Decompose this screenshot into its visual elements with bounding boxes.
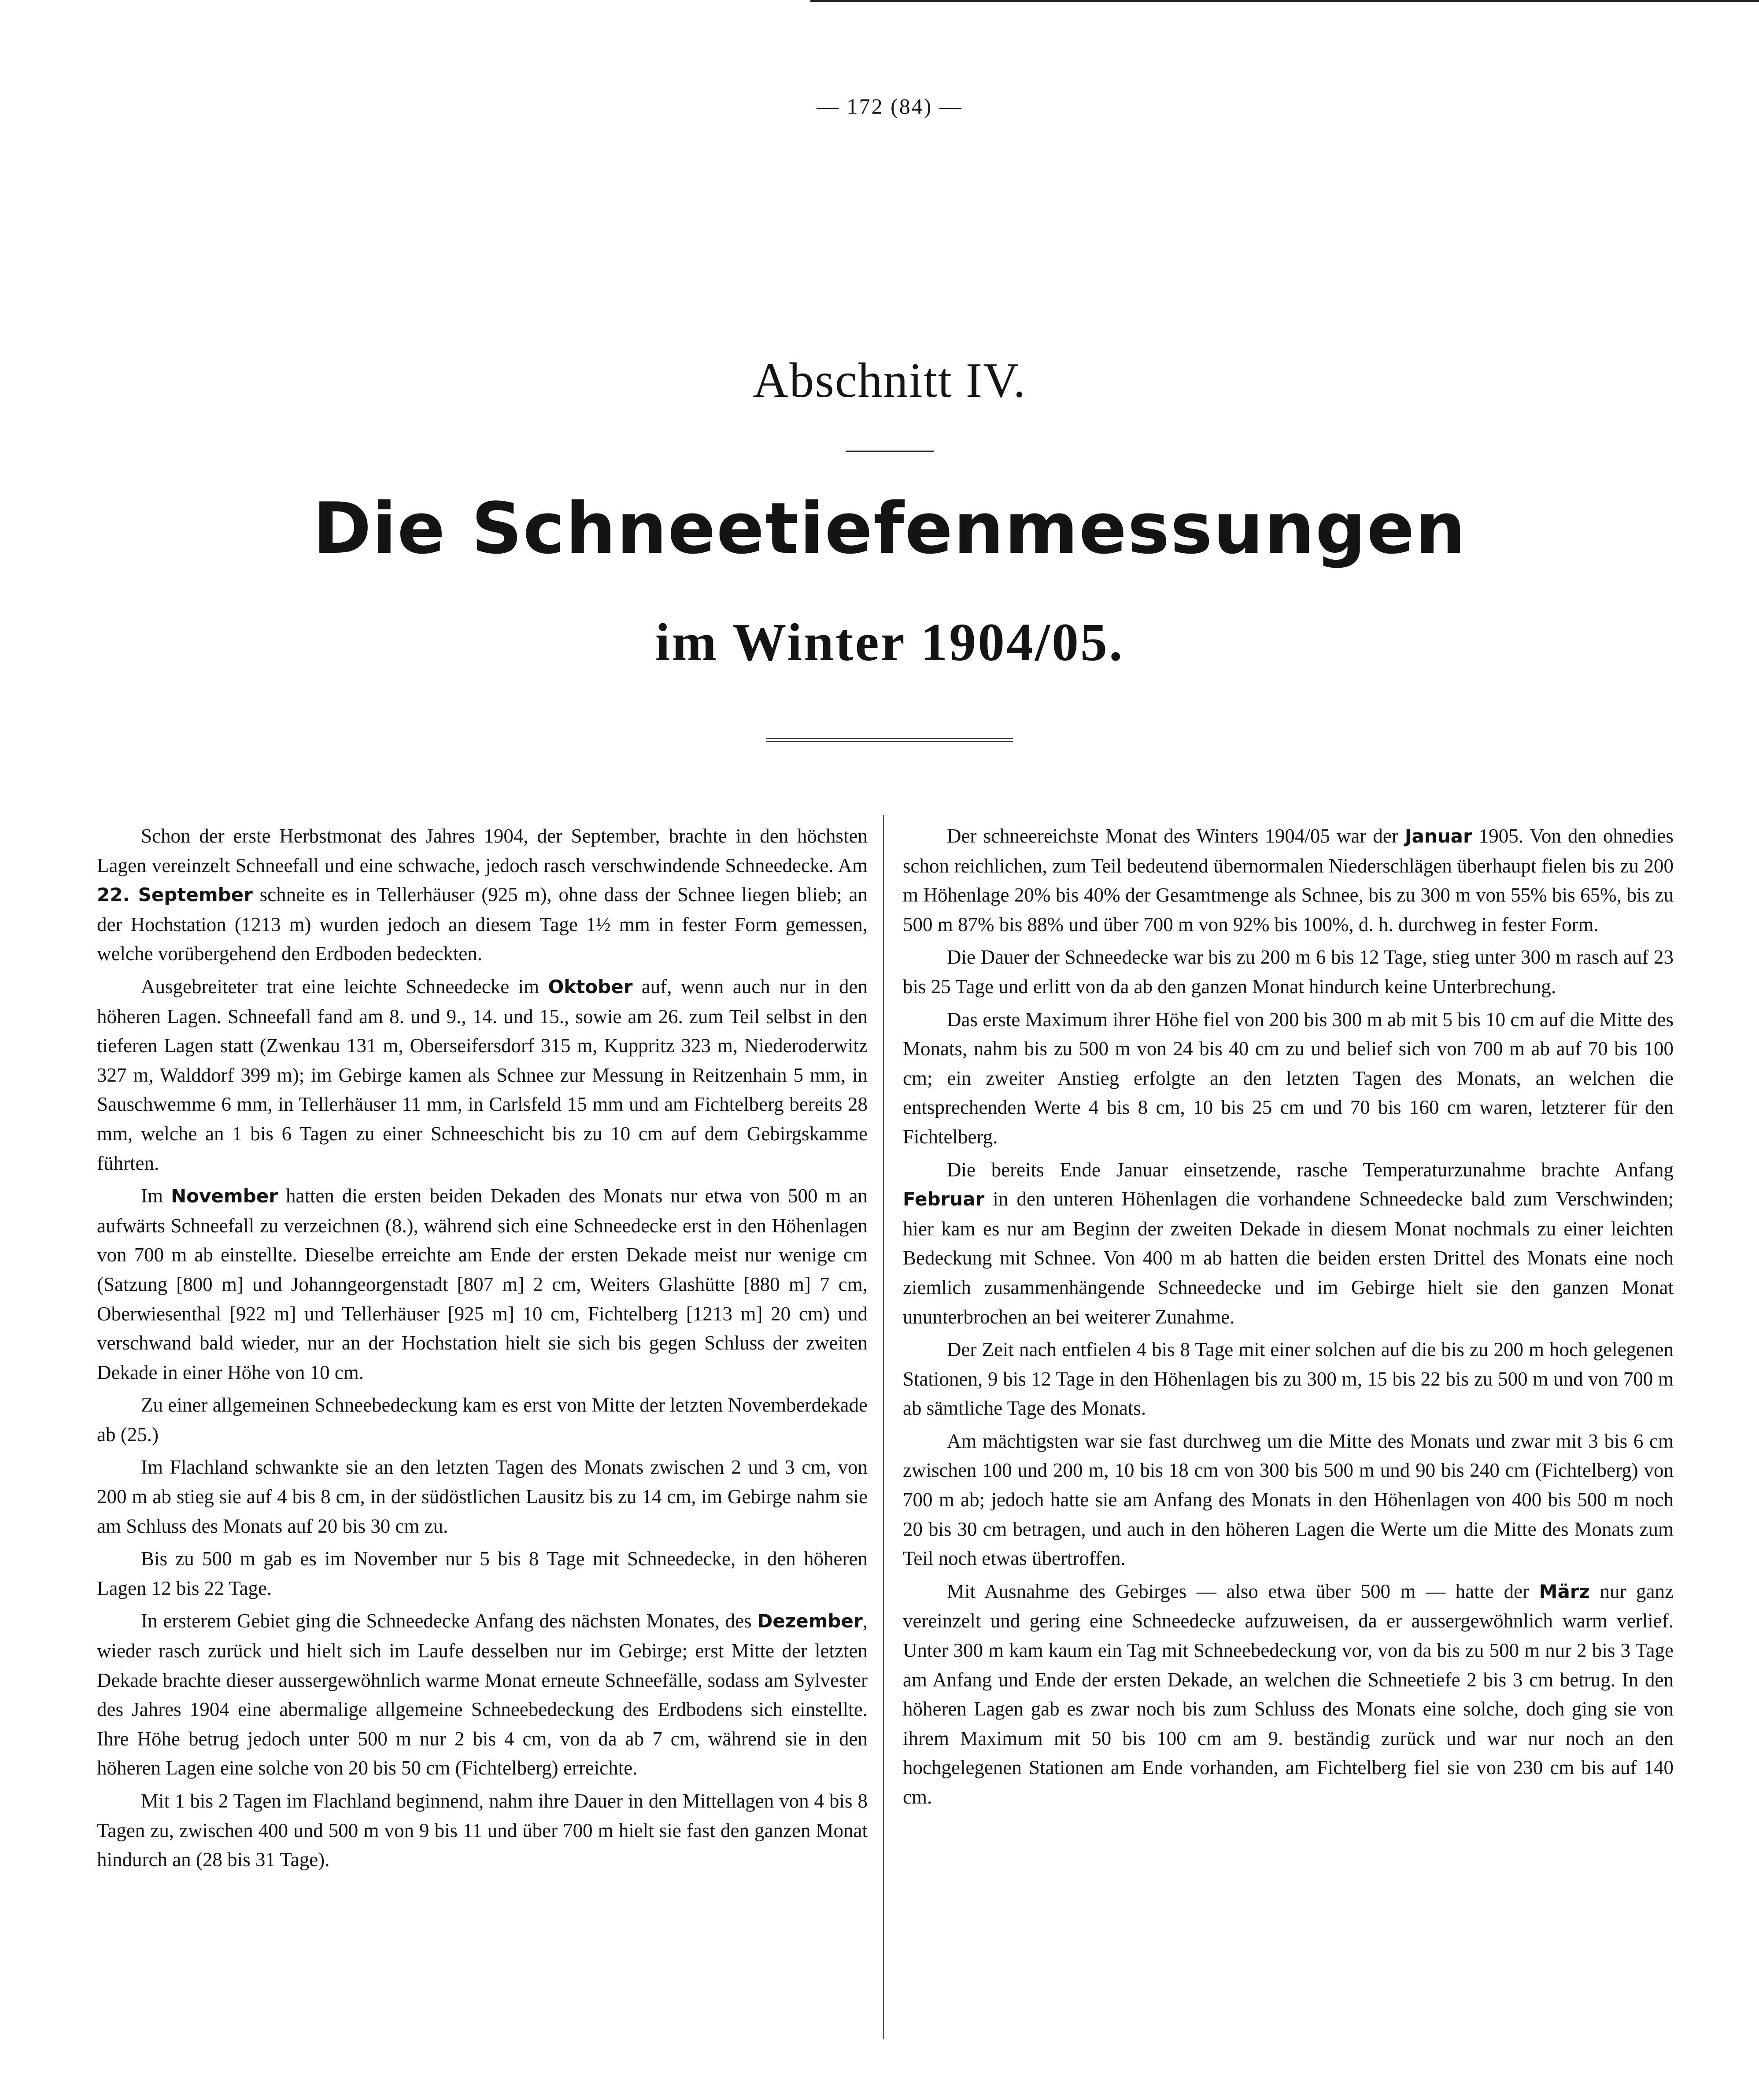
paragraph-text: Bis zu 500 m gab es im November nur 5 bis 8 Tage mit Schneedecke, in den höheren Lagen 12 bis 22 Tage. bbox=[97, 1548, 868, 1599]
paragraph-text: hatten die ersten beiden Dekaden des Monats nur etwa von 500 m an aufwärts Schneefall zu verzeichnen (8.), während sich eine Schneedecke erst in den Höhenlagen von 700 m ab einstellte. Dieselbe erreichte am Ende der ersten Dekade meist nur wenige cm (Satzung [800 m] und Johanngeorgenstadt [807 m] 2 cm, Weiters Glashütte [880 m] 7 cm, Oberwiesenthal [922 m] und Tellerhäuser [925 m] 10 cm, Fichtelberg [1213 m] 20 cm) und verschwand bald wieder, nur an der Hochstation hielt sie sich bis gegen Schluss der zweiten Dekade in einer Höhe von 10 cm. bbox=[97, 1185, 868, 1383]
paragraph-text: Schon der erste Herbstmonat des Jahres 1904, der September, brachte in den höchsten Lagen vereinzelt Schneefall und eine schwache, jedoch rasch verschwindende Schneedecke. Am bbox=[97, 825, 868, 876]
paragraph-text: 1905. Von den ohnedies schon reichlichen, zum Teil bedeutend übernormalen Niederschlägen überhaupt fielen bis zu 200 m Höhenlage 20% bis 40% der Gesamtmenge als Schnee, bis zu 300 m von 55% bis 65%, bis zu 500 m 87% bis 88% und über 700 m von 92% bis 100%, d. h. durchweg in fester Form. bbox=[903, 825, 1674, 935]
paragraph bbox=[903, 1155, 1674, 1332]
paragraph-text: Mit 1 bis 2 Tagen im Flachland beginnend, nahm ihre Dauer in den Mittellagen von 4 bis 8 Tagen zu, zwischen 400 und 500 m von 9 bis 11 und über 700 m hielt sie fast den ganzen Monat hindurch an (28 bis 31 Tage). bbox=[97, 1790, 868, 1871]
paragraph bbox=[97, 1544, 868, 1603]
section-heading: Abschnitt IV. bbox=[753, 353, 1027, 408]
paragraph-text: Zu einer allgemeinen Schneebedeckung kam es erst von Mitte der letzten Novemberdekade ab (25.) bbox=[97, 1394, 868, 1446]
paragraph bbox=[97, 1786, 868, 1874]
highlighted-term: Oktober bbox=[548, 976, 633, 998]
paragraph-text: , wieder rasch zurück und hielt sich im Laufe desselben nur im Gebirge; erst Mitte der letzten Dekade brachte dieser aussergewöhnlich warme Monat erneute Schneefälle, sodass am Sylvester des Jahres 1904 eine abermalige allgemeine Schneebedeckung des Erdbodens sich einstellte. Ihre Höhe betrug jedoch unter 500 m nur 2 bis 4 cm, von da ab 7 cm, während sie in den höheren Lagen eine solche von 20 bis 50 cm (Fichtelberg) erreichte. bbox=[97, 1610, 868, 1779]
paragraph-text: In ersterem Gebiet ging die Schneedecke Anfang des nächsten Monates, des bbox=[141, 1610, 758, 1632]
page-title: Die Schneetiefenmessungen bbox=[313, 487, 1467, 569]
paragraph-text: Am mächtigsten war sie fast durchweg um die Mitte des Monats und zwar mit 3 bis 6 cm zwischen 100 und 200 m, 10 bis 18 cm von 300 bis 500 m und 90 bis 240 cm (Fichtelberg) von 700 m ab; jedoch hatte sie am Anfang des Monats in den Höhenlagen von 400 bis 500 m noch 20 bis 30 cm betragen, und auch in den höheren Lagen die Werte um die Mitte des Monats zum Teil noch etwas übertroffen. bbox=[903, 1430, 1674, 1570]
paragraph bbox=[97, 1181, 868, 1387]
paragraph-text: Die Dauer der Schneedecke war bis zu 200 m 6 bis 12 Tage, stieg unter 300 m rasch auf 23 bis 25 Tage und erlitt von da ab den ganzen Monat hindurch keine Unterbrechung. bbox=[903, 946, 1674, 998]
paragraph-text: Der Zeit nach entfielen 4 bis 8 Tage mit einer solchen auf die bis zu 200 m hoch gelegenen Stationen, 9 bis 12 Tage in den Höhenlagen bis zu 300 m, 15 bis 22 bis zu 500 m und von 700 m ab sämtliche Tage des Monats. bbox=[903, 1338, 1674, 1420]
left-column bbox=[97, 821, 868, 1878]
highlighted-term: November bbox=[171, 1185, 278, 1207]
paragraph bbox=[97, 821, 868, 969]
page-subtitle: im Winter 1904/05. bbox=[655, 613, 1124, 672]
column-divider bbox=[883, 815, 884, 2039]
highlighted-term: Februar bbox=[903, 1188, 985, 1210]
paragraph-text: auf, wenn auch nur in den höheren Lagen. Schneefall fand am 8. und 9., 14. und 15., sowie am 26. zum Teil selbst in den tieferen Lagen statt (Zwenkau 131 m, Oberseifersdorf 315 m, Kuppritz 323 m, Niederoderwitz 327 m, Walddorf 399 m); im Gebirge kamen als Schnee zur Messung in Reitzenhain 5 mm, in Sauschwemme 6 mm, in Tellerhäuser 11 mm, in Carlsfeld 15 mm und am Fichtelberg bereits 28 mm, welche an 1 bis 6 Tagen zu einer Schneeschicht bis zu 10 cm auf dem Gebirgskamme führten. bbox=[97, 975, 868, 1174]
section-rule bbox=[846, 451, 934, 452]
paragraph bbox=[903, 1005, 1674, 1152]
paragraph-text: schneite es in Tellerhäuser (925 m), ohne dass der Schnee liegen blieb; an der Hochstation (1213 m) wurden jedoch an diesem Tage 1½ mm in fester Form gemessen, welche vorübergehend den Erdboden bedeckten. bbox=[97, 884, 868, 965]
paragraph-text: in den unteren Höhenlagen die vorhandene Schneedecke bald zum Verschwinden; hier kam es nur am Beginn der zweiten Dekade in diesem Monat nochmals zu einer leichten Bedeckung mit Schnee. Von 400 m ab hatten die beiden ersten Drittel des Monats eine noch ziemlich zusammenhängende Schneedecke und im Gebirge hielt sie den ganzen Monat ununterbrochen an bei weiterer Zunahme. bbox=[903, 1188, 1674, 1328]
paragraph-text: Im bbox=[141, 1185, 171, 1207]
right-column bbox=[903, 821, 1674, 1815]
paragraph bbox=[903, 1427, 1674, 1573]
title-double-rule bbox=[766, 738, 1013, 742]
paragraph-text: Im Flachland schwankte sie an den letzten Tagen des Monats zwischen 2 und 3 cm, von 200 m ab stieg sie auf 4 bis 8 cm, in der südöstlichen Lausitz bis zu 14 cm, im Gebirge nahm sie am Schluss des Monats auf 20 bis 30 cm zu. bbox=[97, 1456, 868, 1537]
paragraph bbox=[97, 972, 868, 1178]
paragraph-text: Die bereits Ende Januar einsetzende, rasche Temperaturzunahme brachte Anfang bbox=[947, 1158, 1674, 1181]
paragraph-text: Das erste Maximum ihrer Höhe fiel von 200 bis 300 m ab mit 5 bis 10 cm auf die Mitte des Monats, nahm bis zu 500 m von 24 bis 40 cm zu und belief sich von 700 m ab auf 70 bis 100 cm; ein zweiter Anstieg erfolgte an den letzten Tagen des Monats, an welchen die entsprechenden Werte 4 bis 8 cm, 10 bis 25 cm und 70 bis 160 cm waren, letzterer für den Fichtelberg. bbox=[903, 1008, 1674, 1148]
paragraph bbox=[903, 1335, 1674, 1423]
top-edge-rule bbox=[810, 0, 1759, 2]
highlighted-term: Januar bbox=[1404, 825, 1472, 847]
paragraph bbox=[97, 1606, 868, 1783]
paragraph-text: Mit Ausnahme des Gebirges — also etwa über 500 m — hatte der bbox=[947, 1580, 1539, 1602]
highlighted-term: 22. September bbox=[97, 884, 253, 906]
highlighted-term: März bbox=[1539, 1580, 1590, 1602]
highlighted-term: Dezember bbox=[757, 1610, 863, 1632]
paragraph-text: Ausgebreiteter trat eine leichte Schneedecke im bbox=[141, 975, 548, 998]
paragraph bbox=[97, 1453, 868, 1541]
paragraph-text: nur ganz vereinzelt und gering eine Schneedecke aufzuweisen, da er aussergewöhnlich warm verlief. Unter 300 m kam kaum ein Tag mit Schneebedeckung vor, von da bis zu 500 m nur 2 bis 3 Tage am Anfang und Ende der ersten Dekade, an welchen die Schneetiefe 2 bis 3 cm betrug. In den höheren Lagen gab es zwar noch bis zum Schluss des Monats eine solche, doch ging sie von ihrem Maximum mit 50 bis 100 cm am 9. beständig zurück und war nur noch an den hochgelegenen Stationen am Ende vorhanden, am Fichtelberg fiel sie von 230 cm bis auf 140 cm. bbox=[903, 1580, 1674, 1808]
paragraph bbox=[903, 1577, 1674, 1812]
paragraph bbox=[97, 1390, 868, 1449]
paragraph bbox=[903, 943, 1674, 1001]
page-number: — 172 (84) — bbox=[817, 94, 963, 118]
paragraph-text: Der schneereichste Monat des Winters 1904/05 war der bbox=[947, 825, 1405, 847]
paragraph bbox=[903, 821, 1674, 939]
